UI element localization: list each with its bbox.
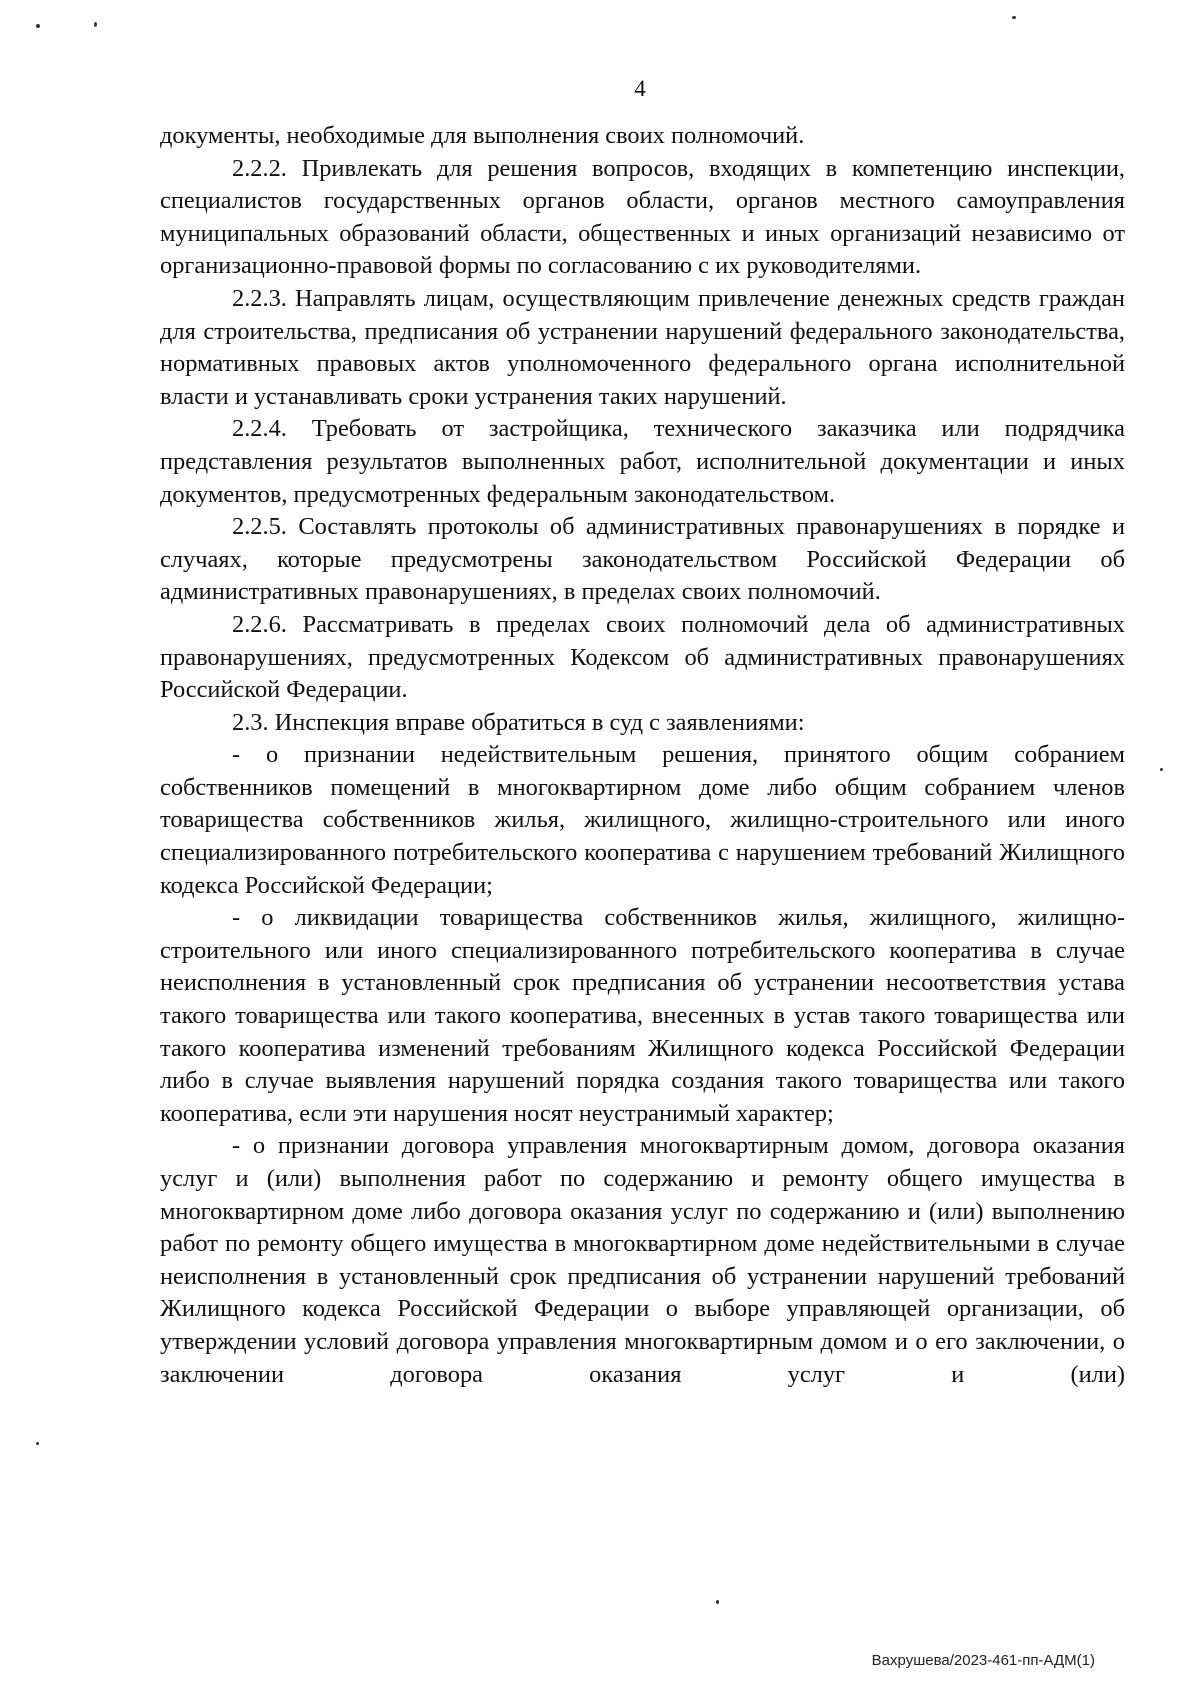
paragraph-2-2-2: 2.2.2. Привлекать для решения вопросов, входящих в компетенцию инспекции, специалистов государственных органов области, органов местного самоуправления муниципальных образований области, общественных и иных организаций независимо от организационно-правовой формы по согласованию с их руководителями. — [160, 154, 1125, 280]
page-number: 4 — [634, 76, 646, 101]
paragraph-2-3: 2.3. Инспекция вправе обратиться в суд с заявлениями: — [232, 708, 805, 736]
scan-speck — [94, 22, 97, 27]
paragraph-2-2-6: 2.2.6. Рассматривать в пределах своих полномочий дела об административных правонарушениях, предусмотренных Кодексом об административных правонарушениях Российской Федерации. — [160, 610, 1125, 704]
scan-speck — [36, 1442, 39, 1445]
list-item-invalid-decision: - о признании недействительным решения, принятого общим собранием собственников помещений в многоквартирном доме либо общим собранием членов товарищества собственников жилья, жилищного, жилищно-строительного или иного специализированного потребительского кооператива с нарушением требований Жилищного кодекса Российской Федерации; — [160, 741, 1125, 899]
paragraph-2-2-4: 2.2.4. Требовать от застройщика, технического заказчика или подрядчика представления результатов выполненных работ, исполнительной документации и иных документов, предусмотренных федеральным законодательством. — [160, 415, 1125, 508]
scan-speck — [36, 24, 40, 28]
scan-speck — [1160, 768, 1163, 771]
paragraph-2-2-3: 2.2.3. Направлять лицам, осуществляющим привлечение денежных средств граждан для строительства, предписания об устранении нарушений федерального законодательства, нормативных правовых актов уполномоченного федерального органа исполнительной власти и устанавливать сроки устранения таких нарушений. — [160, 284, 1125, 410]
list-item-liquidation: - о ликвидации товарищества собственников жилья, жилищного, жилищно-строительного или иного специализированного потребительского кооператива в случае неисполнения в установленный срок предписания об устранении несоответствия устава такого товарищества или такого кооператива, внесенных в устав такого товарищества или такого кооператива изменений требованиям Жилищного кодекса Российской Федерации либо в случае выявления нарушений порядка создания такого товарищества или такого кооператива, если эти нарушения носят неустранимый характер; — [160, 904, 1125, 1127]
paragraph-continuation: документы, необходимые для выполнения своих полномочий. — [160, 122, 805, 149]
document-body — [160, 120, 1125, 1391]
scan-speck — [716, 1600, 719, 1604]
list-item-invalid-contract: - о признании договора управления многоквартирным домом, договора оказания услуг и (или) выполнения работ по содержанию и ремонту общего имущества в многоквартирном доме либо договора оказания услуг по содержанию и (или) выполнению работ по ремонту общего имущества в многоквартирном доме недействительными в случае неисполнения в установленный срок предписания об устранении нарушений требований Жилищного кодекса Российской Федерации о выборе управляющей организации, об утверждении условий договора управления многоквартирным домом и о его заключении, о заключении договора оказания услуг и (или) — [160, 1132, 1125, 1388]
paragraph-2-2-5: 2.2.5. Составлять протоколы об административных правонарушениях в порядке и случаях, которые предусмотрены законодательством Российской Федерации об административных правонарушениях, в пределах своих полномочий. — [160, 513, 1125, 606]
scan-speck — [1012, 16, 1016, 19]
document-code: Вахрушева/2023-461-пп-АДМ(1) — [871, 1652, 1095, 1669]
